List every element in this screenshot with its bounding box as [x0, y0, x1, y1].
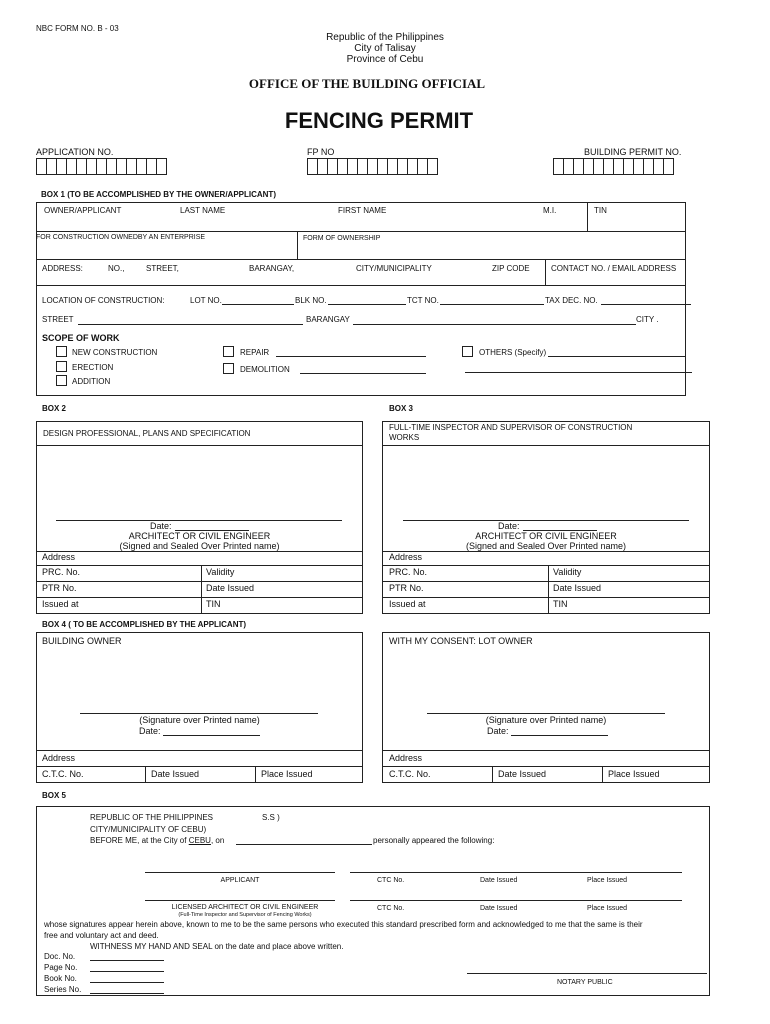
- lot-owner-signature-line[interactable]: [427, 713, 665, 714]
- owner-date-input[interactable]: [163, 735, 260, 736]
- lot-owner-signature-note: (Signature over Printed name): [485, 715, 607, 725]
- tax-dec-no-label: TAX DEC. NO.: [545, 296, 598, 305]
- box3-role: ARCHITECT OR CIVIL ENGINEER: [475, 531, 617, 541]
- lot-owner-date-label: Date:: [487, 726, 509, 736]
- box2-validity-label: Validity: [206, 567, 235, 577]
- owner-signature-line[interactable]: [80, 713, 318, 714]
- repair-label: REPAIR: [240, 348, 270, 357]
- no-label: NO.,: [108, 264, 125, 273]
- notary-signature-line[interactable]: [467, 973, 707, 974]
- office-title: OFFICE OF THE BUILDING OFFICIAL: [248, 76, 486, 91]
- fulltime-inspector-note: (Full-Time Inspector and Supervisor of Fencing Works): [178, 912, 312, 918]
- demolition-checkbox[interactable]: [223, 363, 234, 374]
- form-number: NBC FORM NO. B - 03: [36, 24, 119, 33]
- erection-label: ERECTION: [72, 363, 114, 372]
- building-owner-label: BUILDING OWNER: [42, 636, 122, 646]
- blk-no-label: BLK NO.: [295, 296, 327, 305]
- notary-public-label: NOTARY PUBLIC: [557, 979, 613, 986]
- enterprise-label: FOR CONSTRUCTION OWNEDBY AN ENTERPRISE: [36, 234, 206, 241]
- application-no-cells[interactable]: [36, 158, 166, 175]
- applicant-ctc-label: CTC No.: [377, 877, 405, 884]
- applicant-signature-line[interactable]: [145, 872, 335, 873]
- page-no-label: Page No.: [44, 963, 78, 972]
- tin-label: TIN: [594, 206, 607, 215]
- lot-owner-place-issued-label: Place Issued: [608, 769, 660, 779]
- city-line: City of Talisay: [354, 43, 416, 54]
- address-label: ADDRESS:: [42, 264, 83, 273]
- others-input-2[interactable]: [465, 372, 692, 373]
- owner-address-label: Address: [42, 753, 76, 763]
- box3-signed-note: (Signed and Sealed Over Printed name): [465, 541, 627, 551]
- page-no-input[interactable]: [90, 971, 164, 972]
- province-line: Province of Cebu: [346, 54, 424, 65]
- box1-heading: BOX 1 (TO BE ACCOMPLISHED BY THE OWNER/APPLICANT): [41, 190, 276, 199]
- fp-no-cells[interactable]: [307, 158, 437, 175]
- box2-frame: [36, 421, 363, 614]
- page-title: FENCING PERMIT: [284, 108, 474, 133]
- demolition-label: DEMOLITION: [240, 365, 290, 374]
- applicant-label: APPLICANT: [220, 877, 260, 884]
- box3-issued-at-label: Issued at: [389, 599, 426, 609]
- box3-label: BOX 3: [389, 404, 414, 413]
- box4-heading: BOX 4 ( TO BE ACCOMPLISHED BY THE APPLICANT): [42, 620, 247, 629]
- box2-prc-label: PRC. No.: [42, 567, 81, 577]
- others-checkbox[interactable]: [462, 346, 473, 357]
- lot-owner-consent-label: WITH MY CONSENT: LOT OWNER: [389, 636, 533, 646]
- box2-ptr-label: PTR No.: [42, 583, 77, 593]
- box5-before-me: BEFORE ME, at the City of CEBU, on: [90, 836, 225, 845]
- box2-signed-note: (Signed and Sealed Over Printed name): [119, 541, 280, 551]
- engineer-details-line[interactable]: [350, 900, 682, 901]
- lot-no-label: LOT NO.: [190, 296, 222, 305]
- lot-owner-address-label: Address: [389, 753, 423, 763]
- box5-frame: [36, 806, 710, 996]
- box2-label: BOX 2: [42, 404, 67, 413]
- location-street-input[interactable]: [78, 324, 303, 325]
- lot-owner-date-input[interactable]: [511, 735, 608, 736]
- tct-no-label: TCT NO.: [407, 296, 439, 305]
- first-name-label: FIRST NAME: [338, 206, 387, 215]
- form-of-ownership-label: FORM OF OWNERSHIP: [303, 235, 381, 242]
- box2-date-issued-label: Date Issued: [206, 583, 255, 593]
- box4-owner-frame: [36, 632, 363, 783]
- location-street-label: STREET: [42, 315, 74, 324]
- engineer-date-issued-label: Date Issued: [480, 905, 518, 912]
- box3-address-label: Address: [389, 552, 423, 562]
- location-barangay-label: BARANGAY: [306, 315, 350, 324]
- box3-date-label: Date:: [498, 521, 520, 531]
- republic-line: Republic of the Philippines: [326, 32, 444, 43]
- doc-no-input[interactable]: [90, 960, 164, 961]
- scope-heading: SCOPE OF WORK: [42, 333, 120, 343]
- others-input[interactable]: [548, 356, 686, 357]
- fp-no-label: FP NO: [307, 147, 335, 157]
- lot-owner-ctc-label: C.T.C. No.: [389, 769, 431, 779]
- location-barangay-input[interactable]: [353, 324, 636, 325]
- lot-owner-date-issued-label: Date Issued: [498, 769, 547, 779]
- box3-signature-line[interactable]: [403, 520, 689, 521]
- box5-appeared: personally appeared the following:: [373, 836, 495, 845]
- owner-ctc-label: C.T.C. No.: [42, 769, 84, 779]
- box5-label: BOX 5: [42, 791, 67, 800]
- series-no-label: Series No.: [44, 985, 82, 994]
- box3-tin-label: TIN: [553, 599, 568, 609]
- street-label: STREET,: [146, 264, 179, 273]
- box5-statement-line2: free and voluntary act and deed.: [44, 931, 159, 940]
- series-no-input[interactable]: [90, 993, 164, 994]
- applicant-details-line[interactable]: [350, 872, 682, 873]
- barangay-label: BARANGAY,: [249, 264, 295, 273]
- box2-signature-line[interactable]: [56, 520, 342, 521]
- addition-checkbox[interactable]: [56, 375, 67, 386]
- box4-lot-owner-frame: [382, 632, 710, 783]
- engineer-signature-line[interactable]: [145, 900, 335, 901]
- box2-title: DESIGN PROFESSIONAL, PLANS AND SPECIFICATION: [43, 429, 251, 438]
- book-no-label: Book No.: [44, 974, 77, 983]
- last-name-label: LAST NAME: [180, 206, 226, 215]
- box3-title-line1: FULL-TIME INSPECTOR AND SUPERVISOR OF CONSTRUCTION: [389, 423, 633, 432]
- engineer-ctc-label: CTC No.: [377, 905, 405, 912]
- addition-label: ADDITION: [72, 377, 111, 386]
- box2-issued-at-label: Issued at: [42, 599, 79, 609]
- owner-date-issued-label: Date Issued: [151, 769, 200, 779]
- licensed-engineer-label: LICENSED ARCHITECT OR CIVIL ENGINEER: [171, 904, 319, 911]
- box2-role: ARCHITECT OR CIVIL ENGINEER: [128, 531, 271, 541]
- applicant-date-issued-label: Date Issued: [480, 877, 518, 884]
- box5-witness: WITHNESS MY HAND AND SEAL on the date and place above written.: [90, 942, 344, 951]
- demolition-input[interactable]: [300, 373, 426, 374]
- zip-label: ZIP CODE: [492, 264, 530, 273]
- box3-ptr-label: PTR No.: [389, 583, 424, 593]
- tax-dec-no-input[interactable]: [601, 304, 691, 305]
- box5-ss: S.S ): [262, 813, 280, 822]
- box2-date-label: Date:: [150, 521, 172, 531]
- repair-checkbox[interactable]: [223, 346, 234, 357]
- box5-republic: REPUBLIC OF THE PHILIPPINES: [90, 813, 213, 822]
- new-construction-checkbox[interactable]: [56, 346, 67, 357]
- box5-city: CITY/MUNICIPALITY OF CEBU): [90, 825, 207, 834]
- application-no-label: APPLICATION NO.: [36, 147, 114, 157]
- repair-input[interactable]: [276, 356, 426, 357]
- location-label: LOCATION OF CONSTRUCTION:: [42, 296, 165, 305]
- box2-address-label: Address: [42, 552, 76, 562]
- box3-frame: [382, 421, 710, 614]
- others-label: OTHERS (Specify): [479, 348, 547, 357]
- owner-applicant-label: OWNER/APPLICANT: [44, 206, 122, 215]
- city-municipality-label: CITY/MUNICIPALITY: [356, 264, 432, 273]
- erection-checkbox[interactable]: [56, 361, 67, 372]
- box3-date-issued-label: Date Issued: [553, 583, 602, 593]
- location-city-label: CITY .: [636, 315, 659, 324]
- box3-title-line2: WORKS: [389, 433, 420, 442]
- contact-label: CONTACT NO. / EMAIL ADDRESS: [551, 264, 677, 273]
- box3-validity-label: Validity: [553, 567, 582, 577]
- lot-no-input[interactable]: [222, 304, 294, 305]
- tct-no-input[interactable]: [440, 304, 544, 305]
- box2-tin-label: TIN: [206, 599, 221, 609]
- blk-no-input[interactable]: [328, 304, 406, 305]
- box5-date-input[interactable]: [236, 844, 372, 845]
- owner-place-issued-label: Place Issued: [261, 769, 313, 779]
- book-no-input[interactable]: [90, 982, 164, 983]
- building-permit-no-label: BUILDING PERMIT NO.: [584, 147, 682, 157]
- mi-label: M.I.: [543, 206, 557, 215]
- applicant-place-issued-label: Place Issued: [587, 877, 628, 884]
- owner-signature-note: (Signature over Printed name): [139, 715, 260, 725]
- doc-no-label: Doc. No.: [44, 952, 76, 961]
- building-permit-no-cells[interactable]: [553, 158, 673, 175]
- box3-prc-label: PRC. No.: [389, 567, 428, 577]
- box5-statement-line1: whose signatures appear herein above, known to me to be the same persons who executed this standard prescribed form and acknowledged to me that the same is their: [44, 920, 643, 929]
- engineer-place-issued-label: Place Issued: [587, 905, 628, 912]
- new-construction-label: NEW CONSTRUCTION: [72, 348, 158, 357]
- owner-date-label: Date:: [139, 726, 161, 736]
